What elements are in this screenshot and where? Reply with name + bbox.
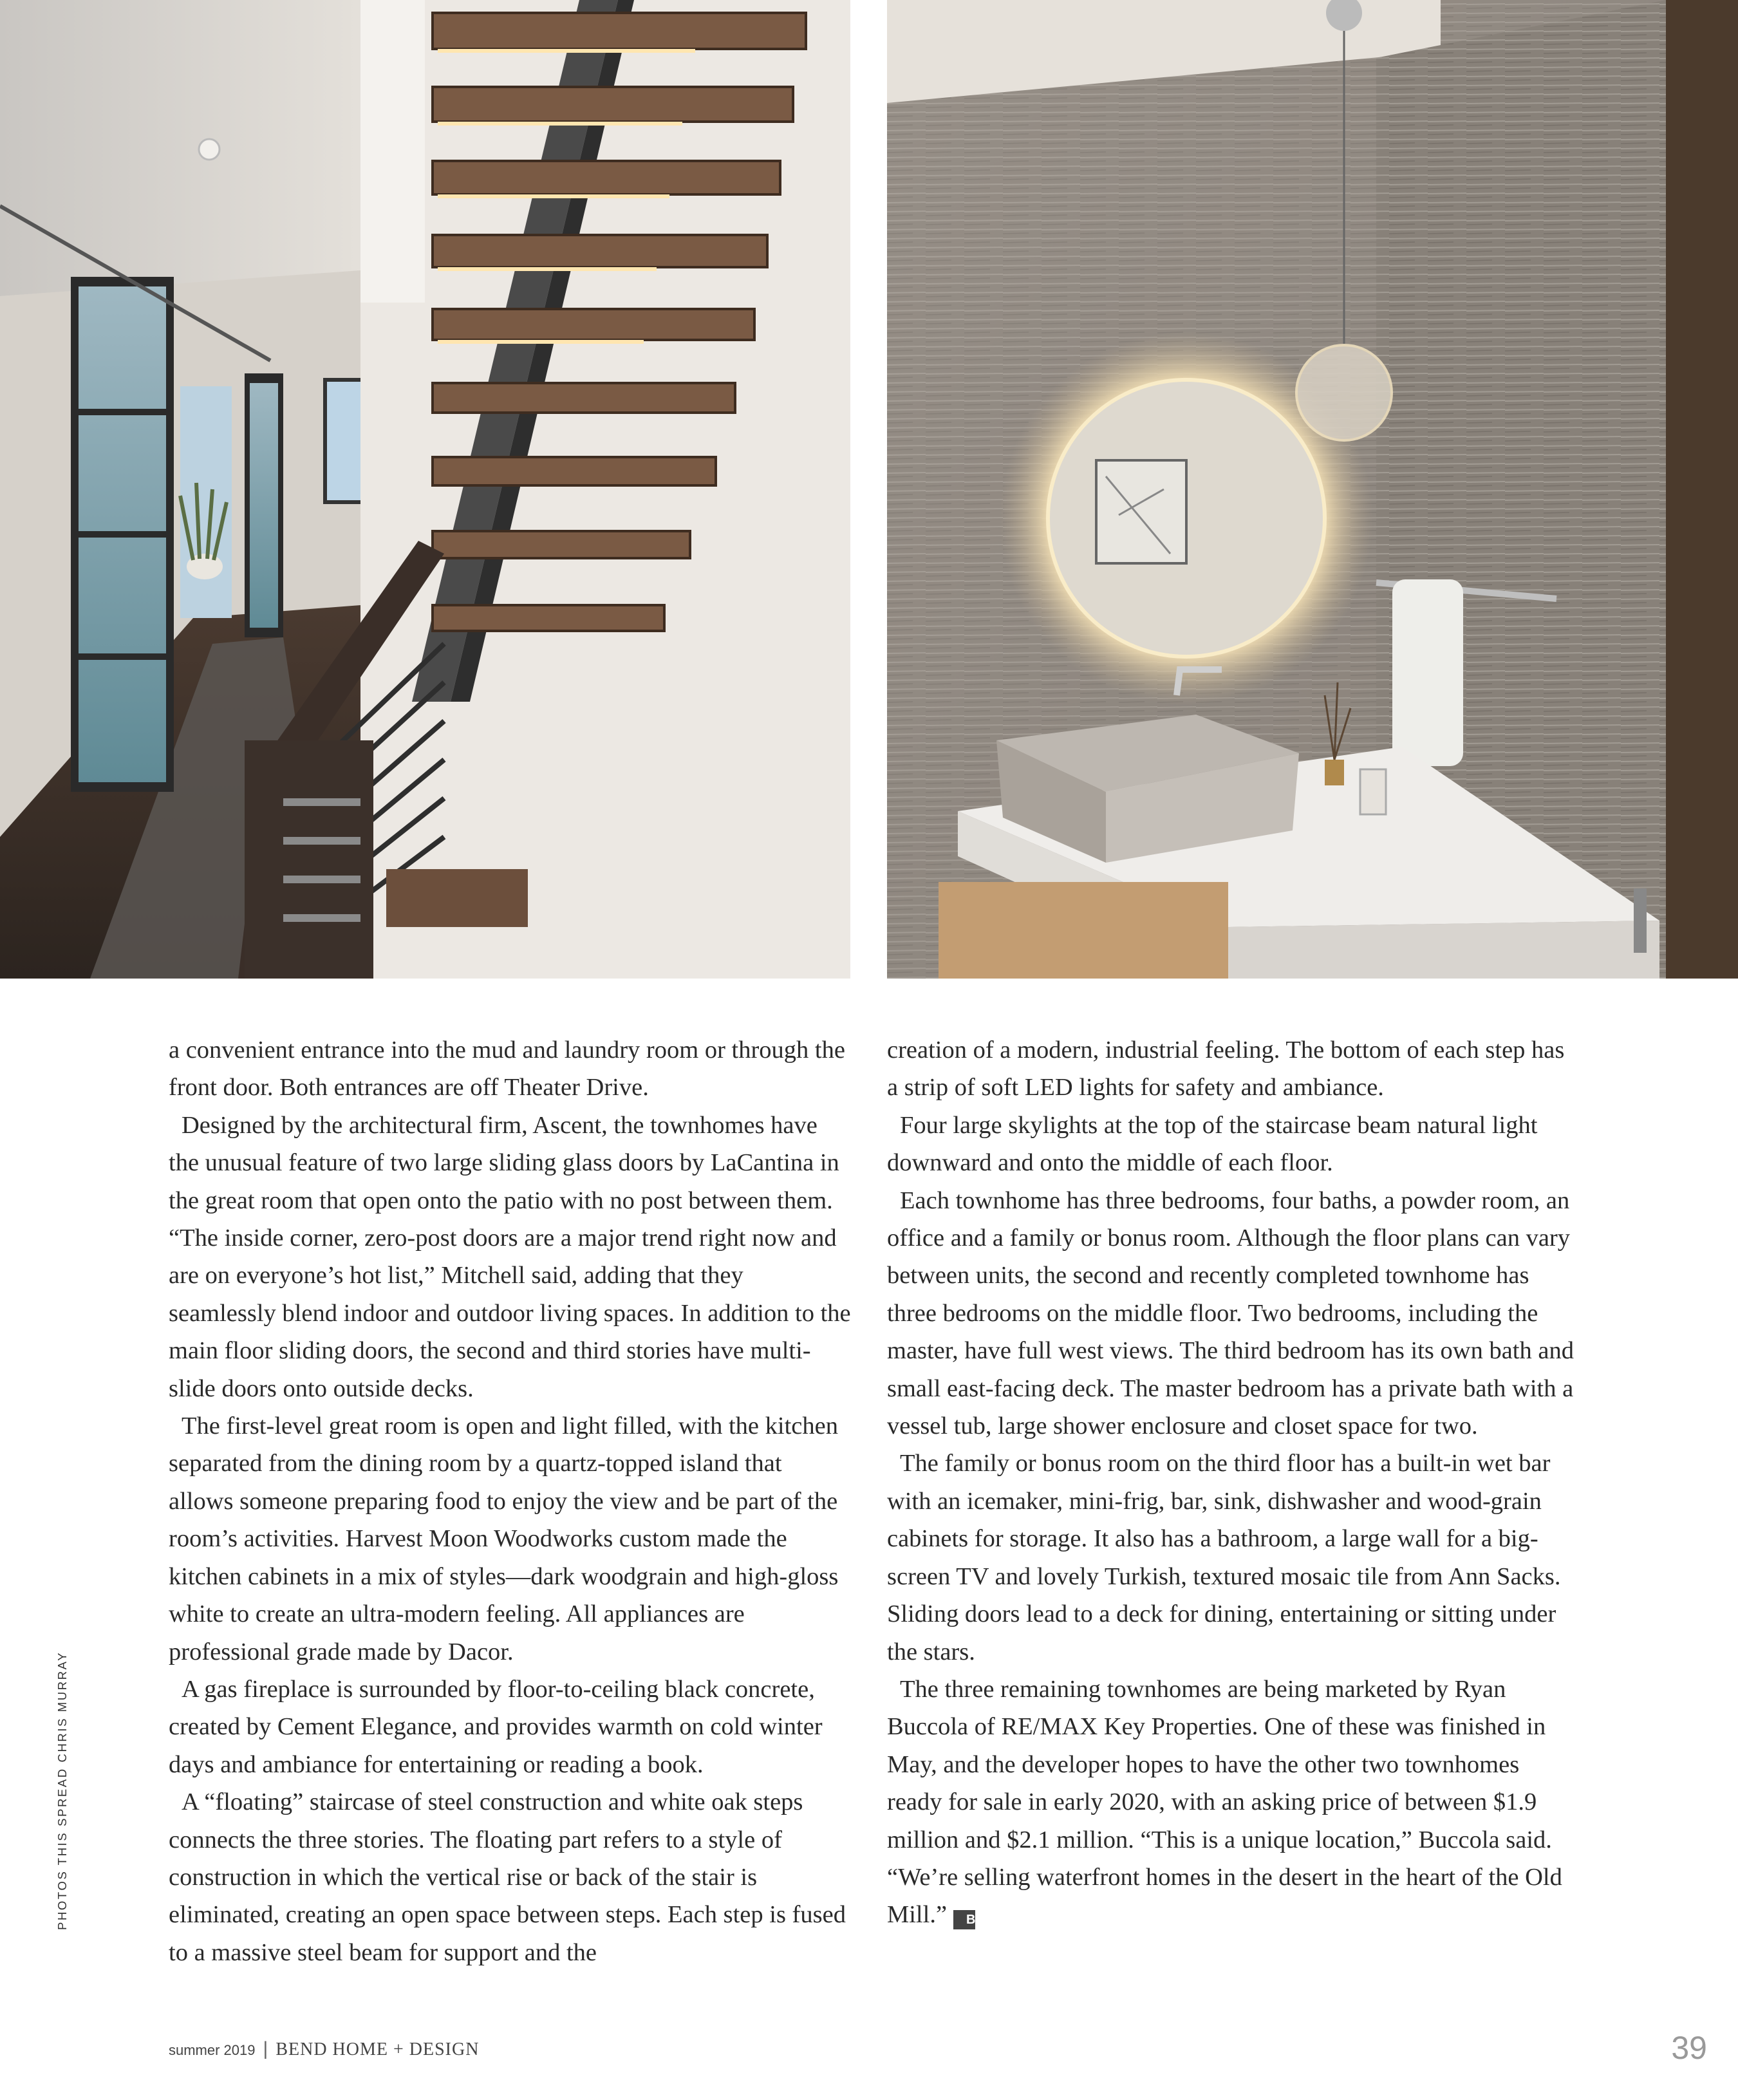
paragraph: Each townhome has three bedrooms, four baths, a powder room, an office and a family or bonus room. Although the floor plans can vary between units, the second and recently completed townhome has three bedrooms on the middle floor. Two bedrooms, including the master, have full west views. The third bedroom has its own bath and small east-facing deck. The master bedroom has a private bath with a vessel tub, large shower enclosure and closet space for two. [887,1186,1574,1440]
paragraph: The first-level great room is open and light filled, with the kitchen separated from the dining room by a quartz-topped island that allows someone preparing food to enjoy the view and be part of the room’s activities. Harvest Moon Woodworks custom made the kitchen cabinets in a mix of styles—dark woodgrain and high-gloss white to create an ultra-modern feeling. All appliances are professional grade made by Dacor. [169,1412,839,1665]
footer-magazine-name: BEND HOME + DESIGN [276,2039,480,2059]
photo-powder-room [887,0,1738,979]
paragraph: Four large skylights at the top of the staircase beam natural light downward and onto the middle of each floor. [887,1111,1538,1177]
article-column-right [887,1031,1576,1934]
paragraph: creation of a modern, industrial feeling. The bottom of each step has a strip of soft LED lights for safety and ambiance. [887,1036,1565,1102]
end-mark-logo: BH [953,1910,975,1929]
paragraph: The family or bonus room on the third floor has a built-in wet bar with an icemaker, mini-frig, bar, sink, dishwasher and wood-grain cabinets for storage. It also has a bathroom, a large wall for a big-screen TV and lovely Turkish, textured mosaic tile from Ann Sacks. Sliding doors lead to a deck for dining, entertaining or sitting under the stars. [887,1450,1561,1665]
page-number: 39 [1671,2030,1707,2066]
footer-season: summer 2019 [169,2042,256,2058]
paragraph: A gas fireplace is surrounded by floor-to-ceiling black concrete, created by Cement Elegance, and provides warmth on cold winter days and ambiance for entertaining or reading a book. [169,1675,823,1778]
paragraph: a convenient entrance into the mud and laundry room or through the front door. Both entrances are off Theater Drive. [169,1036,845,1102]
paragraph-text: The three remaining townhomes are being marketed by Ryan Buccola of RE/MAX Key Properties. One of these was finished in May, and the developer hopes to have the other two townhomes ready for sale in early 2020, with an asking price of between $1.9 million and $2.1 million. “This is a unique location,” Buccola said. “We’re selling waterfront homes in the desert in the heart of the Old Mill.” [887,1675,1562,1929]
paragraph: Designed by the architectural firm, Ascent, the townhomes have the unusual feature of two large sliding glass doors by LaCantina in the great room that open onto the patio with no post between them. “The inside corner, zero-post doors are a major trend right now and are on everyone’s hot list,” Mitchell said, adding that they seamlessly blend indoor and outdoor living spaces. In addition to the main floor sliding doors, the second and third stories have multi-slide doors onto outside decks. [169,1111,851,1402]
photo-staircase [0,0,850,979]
paragraph-last [887,1671,1576,1934]
article-column-left [169,1031,851,1971]
photo-credit: PHOTOS THIS SPREAD CHRIS MURRAY [55,1651,69,1930]
paragraph: A “floating” staircase of steel construction and white oak steps connects the three stories. The floating part refers to a style of construction in which the vertical rise or back of the stair is eliminated, creating an open space between steps. Each step is fused to a massive steel beam for support and the [169,1788,846,1966]
footer [169,2038,479,2064]
footer-separator: | [263,2038,268,2059]
